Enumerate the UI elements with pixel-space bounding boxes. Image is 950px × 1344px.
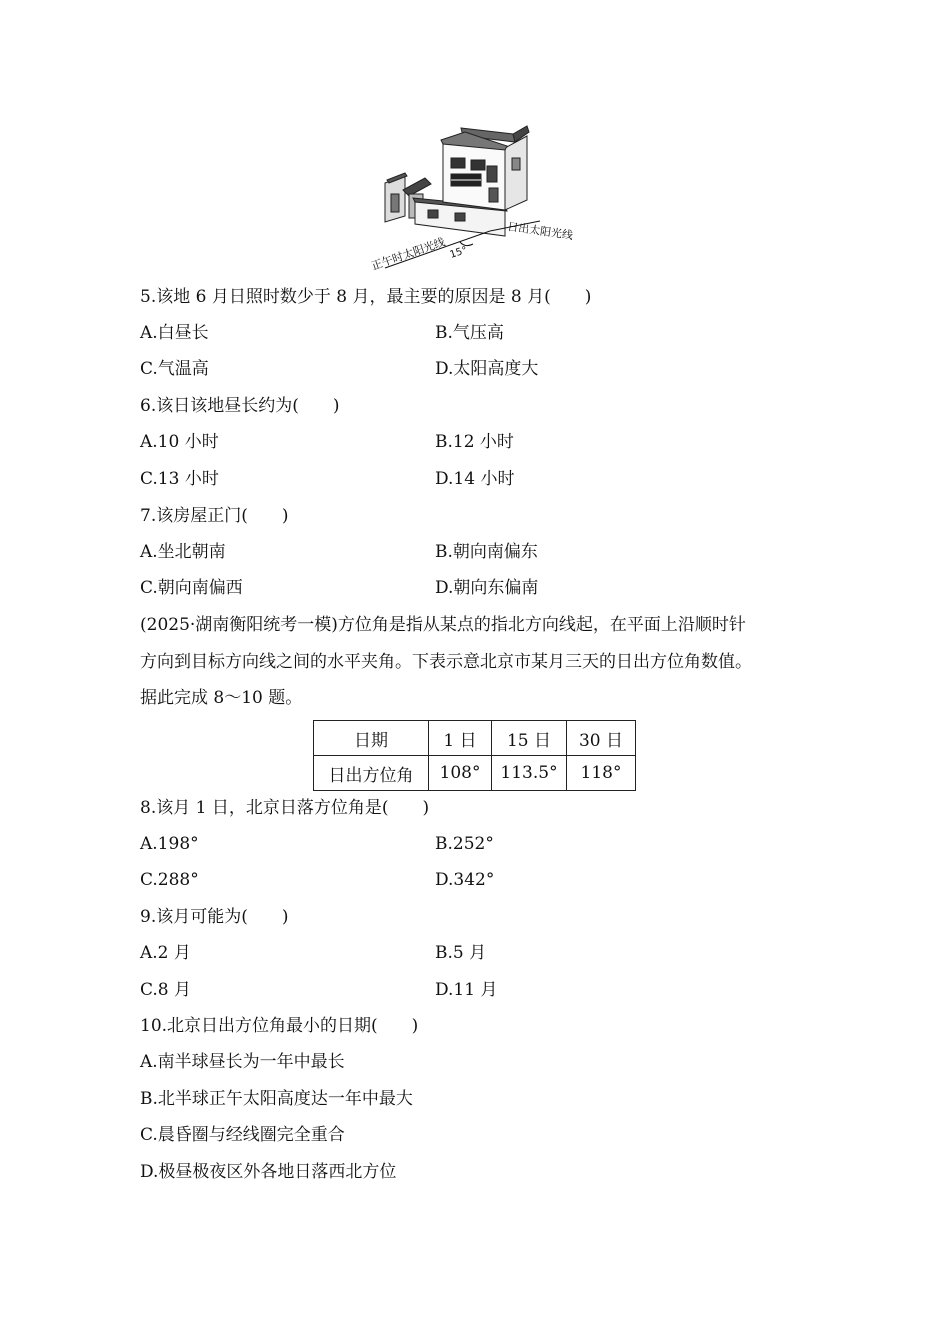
- question-8-option-b[interactable]: B.252°: [435, 834, 494, 854]
- question-5-option-c[interactable]: C.气温高: [140, 359, 209, 379]
- sunrise-sunlight-label: 日出太阳光线: [506, 220, 574, 243]
- table-cell: 108°: [429, 756, 492, 791]
- question-6-option-c[interactable]: C.13 小时: [140, 469, 219, 489]
- question-10-stem: 10.北京日出方位角最小的日期( ): [140, 1016, 419, 1036]
- question-8-option-c[interactable]: C.288°: [140, 870, 199, 890]
- table-header-cell: 1 日: [429, 721, 492, 756]
- question-9-stem: 9.该月可能为( ): [140, 907, 289, 927]
- question-7-stem: 7.该房屋正门( ): [140, 506, 289, 526]
- house-sunlight-figure: [365, 118, 590, 278]
- table-cell: 118°: [567, 756, 636, 791]
- table-header-cell: 日期: [314, 721, 429, 756]
- noon-sunlight-label: 正午时太阳光线: [369, 235, 447, 273]
- question-9-option-a[interactable]: A.2 月: [140, 943, 191, 963]
- question-6-option-d[interactable]: D.14 小时: [435, 469, 515, 489]
- question-7-option-d[interactable]: D.朝向东偏南: [435, 578, 539, 598]
- question-10-option-c[interactable]: C.晨昏圈与经线圈完全重合: [140, 1125, 345, 1145]
- question-6-stem: 6.该日该地昼长约为( ): [140, 396, 340, 416]
- question-7-option-c[interactable]: C.朝向南偏西: [140, 578, 243, 598]
- question-10-option-d[interactable]: D.极昼极夜区外各地日落西北方位: [140, 1162, 397, 1182]
- table-header-cell: 30 日: [567, 721, 636, 756]
- question-9-option-b[interactable]: B.5 月: [435, 943, 487, 963]
- table-cell: 日出方位角: [314, 756, 429, 791]
- question-9-option-d[interactable]: D.11 月: [435, 980, 498, 1000]
- sunrise-azimuth-table: [313, 720, 636, 791]
- intro-line-3: 据此完成 8～10 题。: [140, 688, 303, 708]
- question-9-option-c[interactable]: C.8 月: [140, 980, 192, 1000]
- question-5-option-d[interactable]: D.太阳高度大: [435, 359, 539, 379]
- table-row: [314, 756, 636, 791]
- table-cell: 113.5°: [492, 756, 567, 791]
- question-5-stem: 5.该地 6 月日照时数少于 8 月，最主要的原因是 8 月( ): [140, 287, 592, 307]
- table-header-cell: 15 日: [492, 721, 567, 756]
- table-header-row: [314, 721, 636, 756]
- question-8-option-d[interactable]: D.342°: [435, 870, 495, 890]
- question-8-option-a[interactable]: A.198°: [140, 834, 199, 854]
- question-7-option-b[interactable]: B.朝向南偏东: [435, 542, 538, 562]
- intro-line-2: 方向到目标方向线之间的水平夹角。下表示意北京市某月三天的日出方位角数值。: [140, 652, 752, 672]
- house-illustration: [385, 126, 529, 236]
- intro-line-1: (2025·湖南衡阳统考一模)方位角是指从某点的指北方向线起，在平面上沿顺时针: [140, 615, 746, 635]
- question-6-option-b[interactable]: B.12 小时: [435, 432, 514, 452]
- angle-label: 15°: [448, 244, 469, 261]
- question-5-option-b[interactable]: B.气压高: [435, 323, 504, 343]
- question-7-option-a[interactable]: A.坐北朝南: [140, 542, 226, 562]
- question-10-option-a[interactable]: A.南半球昼长为一年中最长: [140, 1052, 345, 1072]
- question-6-option-a[interactable]: A.10 小时: [140, 432, 219, 452]
- question-5-option-a[interactable]: A.白昼长: [140, 323, 209, 343]
- question-10-option-b[interactable]: B.北半球正午太阳高度达一年中最大: [140, 1089, 413, 1109]
- question-8-stem: 8.该月 1 日，北京日落方位角是( ): [140, 798, 430, 818]
